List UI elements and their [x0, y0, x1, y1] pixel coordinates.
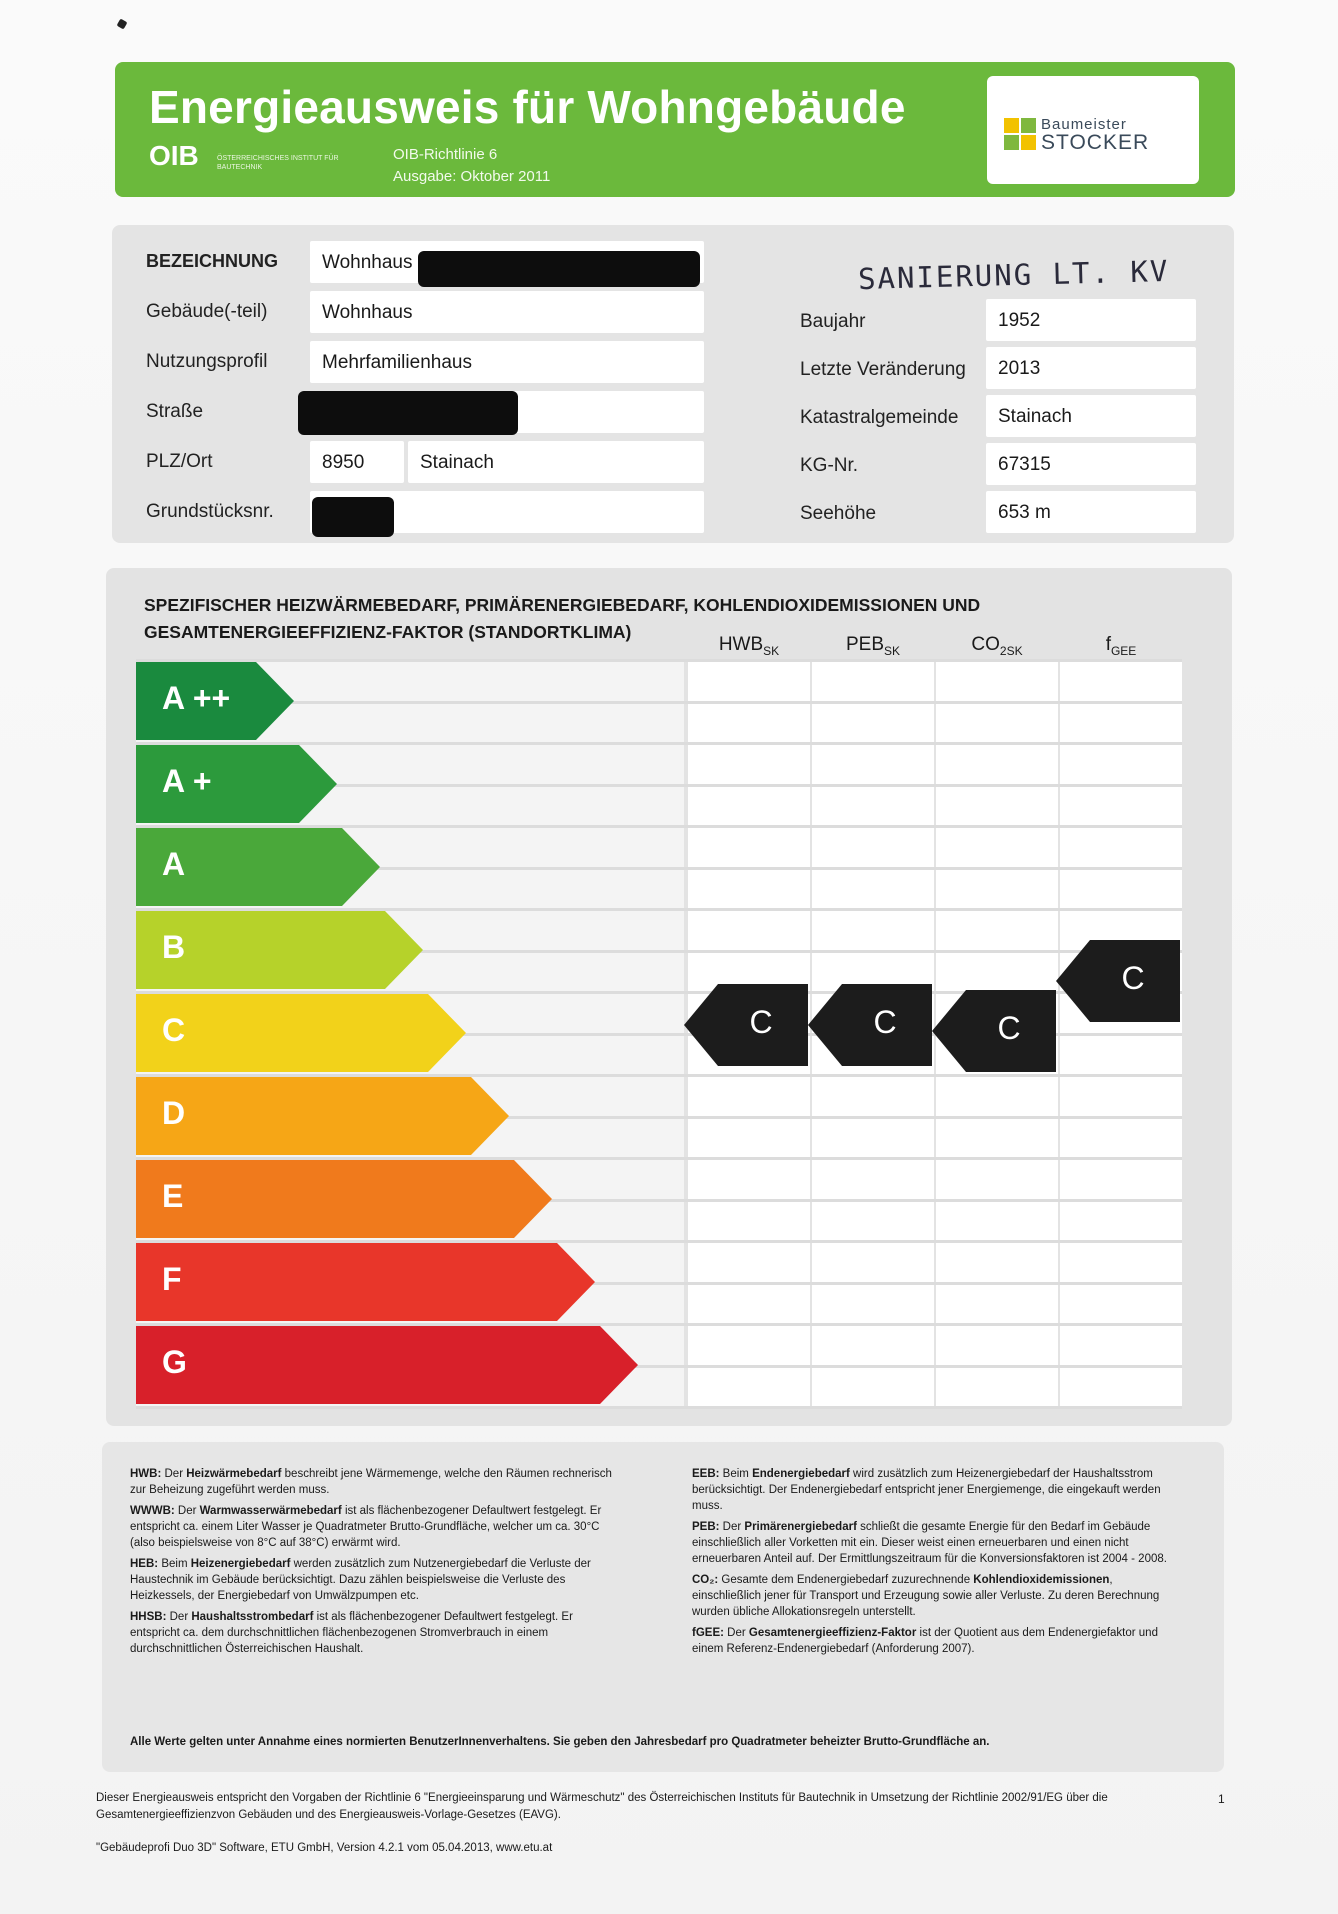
definition-term: HEB: — [130, 1558, 159, 1570]
rating-marker-label: C — [997, 1010, 1021, 1046]
definition-term: HHSB: — [130, 1611, 167, 1623]
brand-square — [1021, 118, 1036, 133]
strasse-label: Straße — [146, 401, 204, 422]
letzte-label: Letzte Veränderung — [800, 359, 966, 380]
kg-value: 67315 — [998, 454, 1051, 475]
plz-value: 8950 — [322, 452, 365, 473]
column-header — [936, 634, 1058, 658]
definition-text: ist als flächenbezogener Defaultwert festgelegt. Er entspricht ca. dem durchschnittlichen flächenbezogenen Stromverbrauch in einem durchschnittlichen Österreichischen Haushalt. — [130, 1611, 573, 1655]
definition-keyword: Heizwärmebedarf — [186, 1468, 282, 1480]
energy-class-shape — [136, 1077, 511, 1155]
baujahr-label: Baujahr — [800, 311, 866, 332]
column-header — [812, 634, 934, 658]
guideline-text: OIB-Richtlinie 6 — [393, 146, 498, 163]
redaction-bar — [312, 497, 394, 537]
letzte-field — [986, 347, 1196, 389]
rating-grid — [136, 660, 1200, 1410]
baujahr-field — [986, 299, 1196, 341]
energy-class-label: A ++ — [162, 680, 231, 716]
energy-class-bar — [136, 1243, 595, 1321]
guideline-info — [393, 144, 550, 188]
definition-text: ist als flächenbezogener Defaultwert festgelegt. Er entspricht ca. einem Liter Wasser je Quadratmeter Brutto-Grundfläche, welcher um ca. 30°C (also beispielsweise von 8°C auf 38°C) erwärmt wird. — [130, 1505, 602, 1549]
energy-class-arrow — [136, 745, 339, 825]
letzte-value: 2013 — [998, 358, 1041, 379]
redaction-bar — [418, 251, 700, 287]
column-header-subscript: SK — [884, 643, 901, 658]
definition-lead: Gesamte dem Endenergiebedarf zuzurechnende — [718, 1574, 974, 1586]
rating-marker-label: C — [749, 1004, 773, 1040]
seehoehe-value: 653 m — [998, 502, 1051, 523]
energy-class-arrow — [136, 911, 425, 991]
energy-class-chart — [106, 568, 1232, 1426]
nutzung-field — [310, 341, 704, 383]
energy-class-label: B — [162, 929, 186, 965]
energy-class-bar — [136, 1326, 638, 1404]
definition-keyword: Heizenergiebedarf — [190, 1558, 291, 1570]
edition-text: Ausgabe: Oktober 2011 — [393, 168, 551, 185]
rating-marker — [1056, 940, 1184, 1022]
kataster-label: Katastralgemeinde — [800, 407, 959, 428]
rating-marker-label: C — [873, 1004, 897, 1040]
energy-class-label: F — [162, 1261, 182, 1297]
definition-term: EEB: — [692, 1468, 720, 1480]
definition-term: HWB: — [130, 1468, 162, 1480]
energy-class-arrow — [136, 1243, 597, 1323]
definitions-left — [130, 1466, 616, 1662]
nutzung-value: Mehrfamilienhaus — [322, 352, 472, 373]
definition-keyword: Endenergiebedarf — [752, 1468, 850, 1480]
brand-name — [1041, 116, 1149, 152]
definition-lead: Der — [723, 1627, 749, 1639]
energy-class-arrow — [136, 1160, 554, 1240]
bezeichnung-value: Wohnhaus — [322, 252, 413, 273]
header-banner — [115, 62, 1235, 197]
ort-value: Stainach — [420, 452, 494, 473]
definition-lead: Der — [174, 1505, 200, 1517]
gebaeude-value: Wohnhaus — [322, 302, 413, 323]
definition-text: beschreibt jene Wärmemenge, welche den Räumen rechnerisch zur Beheizung zugeführt werden muss. — [130, 1468, 612, 1496]
energy-class-label: A — [162, 846, 186, 882]
definition-text: schließt die gesamte Energie für den Bedarf im Gebäude einschließlich aller Vorketten mit ein. Dieser weist einen erneuerbaren und einen nicht erneuerbaren Anteil auf. Der Ermittlungszeitraum für die Konversionsfaktoren ist 2004 - 2008. — [692, 1521, 1167, 1565]
column-header-subscript: 2 — [999, 643, 1007, 658]
energy-class-shape — [136, 1326, 640, 1404]
baujahr-value: 1952 — [998, 310, 1041, 331]
definition-lead: Der — [166, 1611, 192, 1623]
definition-item — [692, 1572, 1178, 1620]
definition-term: CO₂: — [692, 1574, 719, 1586]
definition-keyword: Warmwasserwärmebedarf — [199, 1505, 342, 1517]
chart-title-line-1: SPEZIFISCHER HEIZWÄRMEBEDARF, PRIMÄRENERGIEBEDARF, KOHLENDIOXIDEMISSIONEN UND — [144, 595, 981, 615]
plz-label: PLZ/Ort — [146, 451, 213, 472]
energy-class-label: E — [162, 1178, 184, 1214]
energy-class-arrow — [136, 1326, 640, 1406]
energy-class-label: G — [162, 1344, 187, 1380]
definition-text: werden zusätzlich zum Nutzenergiebedarf die Verluste der Haustechnik im Gebäude berücksichtigt. Dazu zählen beispielsweise die Verluste des Heizkessels, der Energiebedarf von Umwälzpumpen etc. — [130, 1558, 591, 1602]
definition-item — [692, 1519, 1178, 1567]
seehoehe-label: Seehöhe — [800, 503, 877, 524]
definition-term: PEB: — [692, 1521, 720, 1533]
column-header-subscript: SK — [1006, 643, 1023, 658]
kataster-field — [986, 395, 1196, 437]
energy-class-bar — [136, 994, 466, 1072]
definition-keyword: Kohlendioxidemissionen — [973, 1574, 1110, 1586]
energy-class-arrow — [136, 828, 382, 908]
brand-logo-icon — [1004, 118, 1038, 152]
energy-class-label: A + — [162, 763, 212, 799]
definition-lead: Der — [719, 1521, 745, 1533]
brand-logo-box — [987, 76, 1199, 184]
rating-marker-label: C — [1121, 960, 1145, 996]
brand-square — [1021, 135, 1036, 150]
seehoehe-field — [986, 491, 1196, 533]
nutzung-label: Nutzungsprofil — [146, 351, 268, 372]
definition-item — [130, 1503, 616, 1551]
column-header-main: PEB — [845, 634, 884, 655]
definitions-note: Alle Werte gelten unter Annahme eines normierten BenutzerInnenverhaltens. Sie geben den Jahresbedarf pro Quadratmeter beheizter Brutto-Grundfläche an. — [130, 1736, 990, 1748]
scan-mark — [117, 19, 128, 30]
column-header-main: HWB — [718, 634, 764, 655]
column-header-subscript: SK — [763, 643, 780, 658]
column-header-main: f — [1105, 634, 1111, 655]
grundstueck-label: Grundstücksnr. — [146, 501, 274, 522]
definitions-panel — [102, 1442, 1224, 1772]
energy-class-shape — [136, 994, 468, 1072]
column-header — [1060, 634, 1182, 658]
energy-class-arrow — [136, 1077, 511, 1157]
definition-item — [130, 1556, 616, 1604]
oib-subtitle: ÖSTERREICHISCHES INSTITUT FÜR BAUTECHNIK — [217, 155, 339, 171]
page-title: Energieausweis für Wohngebäude — [149, 81, 906, 133]
definition-text: wird zusätzlich zum Heizenergiebedarf der Haushaltsstrom berücksichtigt. Der Endenergiebedarf entspricht jener Energiemenge, die eingekauft werden muss. — [692, 1468, 1161, 1512]
definition-keyword: Haushaltsstrombedarf — [191, 1611, 314, 1623]
energy-class-bar — [136, 1160, 552, 1238]
definition-lead: Beim — [719, 1468, 753, 1480]
gebaeude-label: Gebäude(-teil) — [146, 301, 268, 322]
column-header-subscript: GEE — [1110, 643, 1137, 658]
definition-lead: Der — [161, 1468, 187, 1480]
definition-item — [692, 1466, 1178, 1514]
energy-class-shape — [136, 1160, 554, 1238]
redaction-bar — [298, 391, 518, 435]
chart-title-line-2: GESAMTENERGIEEFFIZIENZ-FAKTOR (STANDORTKLIMA) — [144, 622, 632, 642]
handwritten-note: SANIERUNG LT. KV — [857, 253, 1170, 297]
energy-class-shape — [136, 1243, 597, 1321]
column-header-main: CO — [971, 634, 1000, 655]
energy-class-label: D — [162, 1095, 186, 1131]
energy-class-bar — [136, 1077, 509, 1155]
definition-keyword: Primärenergiebedarf — [744, 1521, 857, 1533]
oib-logo: OIB — [149, 140, 199, 171]
brand-square — [1004, 135, 1019, 150]
energy-class-label: C — [162, 1012, 186, 1048]
brand-square — [1004, 118, 1019, 133]
energy-class-arrow — [136, 994, 468, 1074]
definition-text: , einschließlich jener für Transport und Erzeugung sowie aller Verluste. Zu deren Berechnung wurden übliche Allokationsregeln unterstellt. — [692, 1574, 1160, 1618]
energy-class-arrow — [136, 662, 296, 742]
brand-line-2: STOCKER — [1041, 131, 1150, 154]
column-header — [688, 634, 810, 658]
brand-line-1: Baumeister — [1041, 116, 1127, 133]
gebaeude-field — [310, 291, 704, 333]
ort-field — [408, 441, 704, 483]
rating-marker — [808, 984, 936, 1066]
page-number: 1 — [1218, 1792, 1225, 1806]
kataster-value: Stainach — [998, 406, 1072, 427]
definition-item — [692, 1625, 1178, 1657]
plz-field — [310, 441, 404, 483]
definition-keyword: Gesamtenergieeffizienz-Faktor — [748, 1627, 917, 1639]
footer-text: Dieser Energieausweis entspricht den Vorgaben der Richtlinie 6 "Energieeinsparung und Wärmeschutz" des Österreichischen Instituts für Bautechnik in Umsetzung der Richtlinie 2002/91/EG über die Gesamtenergieeffizienzvon Gebäuden und des Energieausweis-Vorlage-Gesetzes (EAVG). — [96, 1792, 1108, 1821]
definition-term: fGEE: — [692, 1627, 724, 1639]
definition-term: WWWB: — [130, 1505, 175, 1517]
definition-item — [130, 1609, 616, 1657]
rating-marker — [684, 984, 812, 1066]
bezeichnung-label: BEZEICHNUNG — [146, 251, 279, 271]
kg-field — [986, 443, 1196, 485]
kg-label: KG-Nr. — [800, 455, 859, 476]
footer-software: "Gebäudeprofi Duo 3D" Software, ETU GmbH, Version 4.2.1 vom 05.04.2013, www.etu.at — [96, 1842, 553, 1854]
rating-marker — [932, 990, 1060, 1072]
definition-lead: Beim — [158, 1558, 191, 1570]
definition-text: ist der Quotient aus dem Endenergiefaktor und einem Referenz-Endenergiebedarf (Anforderung 2007). — [692, 1627, 1158, 1655]
definition-item — [130, 1466, 616, 1498]
definitions-right — [692, 1466, 1178, 1662]
grid-line — [136, 1406, 1182, 1409]
